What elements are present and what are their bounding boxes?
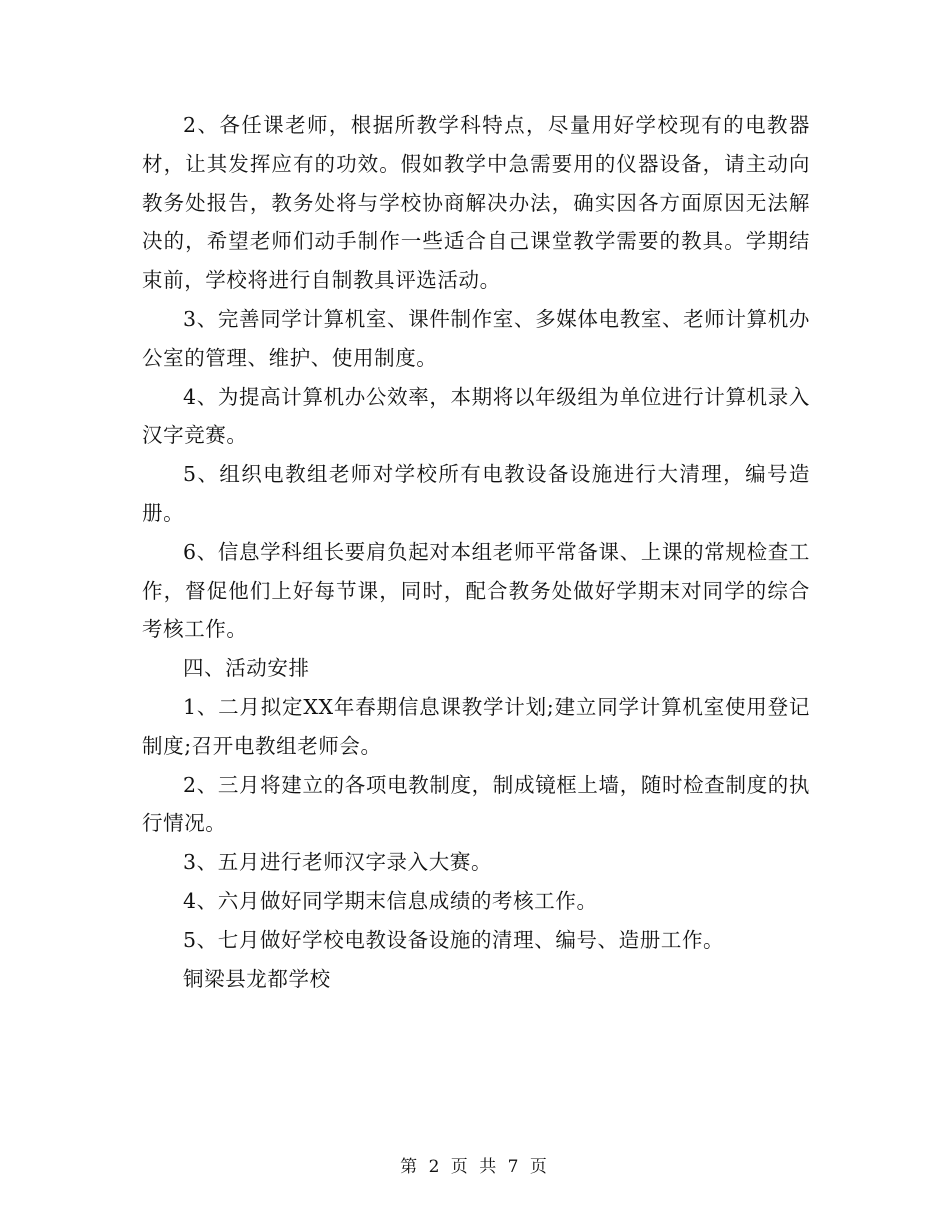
page-number-footer: 第 2 页 共 7 页	[400, 1157, 550, 1177]
document-body	[142, 106, 810, 998]
paragraph-item-2: 2、各任课老师，根据所教学科特点，尽量用好学校现有的电教器材，让其发挥应有的功效。假如教学中急需要用的仪器设备，请主动向教务处报告，教务处将与学校协商解决办法，确实因各方面原因无法解决的，希望老师们动手制作一些适合自己课堂教学需要的教具。学期结束前，学校将进行自制教具评选活动。	[142, 113, 810, 293]
schedule-item-3: 3、五月进行老师汉字录入大赛。	[183, 850, 493, 875]
schedule-item-4: 4、六月做好同学期末信息成绩的考核工作。	[183, 888, 598, 913]
paragraph-item-5: 5、组织电教组老师对学校所有电教设备设施进行大清理，编号造册。	[142, 462, 810, 525]
paragraph-item-3: 3、完善同学计算机室、课件制作室、多媒体电教室、老师计算机办公室的管理、维护、使用制度。	[142, 306, 810, 370]
schedule-item-2: 2、三月将建立的各项电教制度，制成镜框上墙，随时检查制度的执行情况。	[142, 772, 810, 836]
paragraph-item-6: 6、信息学科组长要肩负起对本组老师平常备课、上课的常规检查工作，督促他们上好每节课，同时，配合教务处做好学期末对同学的综合考核工作。	[142, 539, 810, 642]
school-signature: 铜梁县龙都学校	[183, 966, 331, 991]
paragraph-item-4: 4、为提高计算机办公效率，本期将以年级组为单位进行计算机录入汉字竞赛。	[142, 384, 810, 448]
schedule-item-5: 5、七月做好学校电教设备设施的清理、编号、造册工作。	[183, 927, 725, 952]
schedule-item-1: 1、二月拟定XX年春期信息课教学计划;建立同学计算机室使用登记制度;召开电教组老师会。	[142, 694, 810, 758]
section-heading-activities: 四、活动安排	[183, 656, 310, 681]
